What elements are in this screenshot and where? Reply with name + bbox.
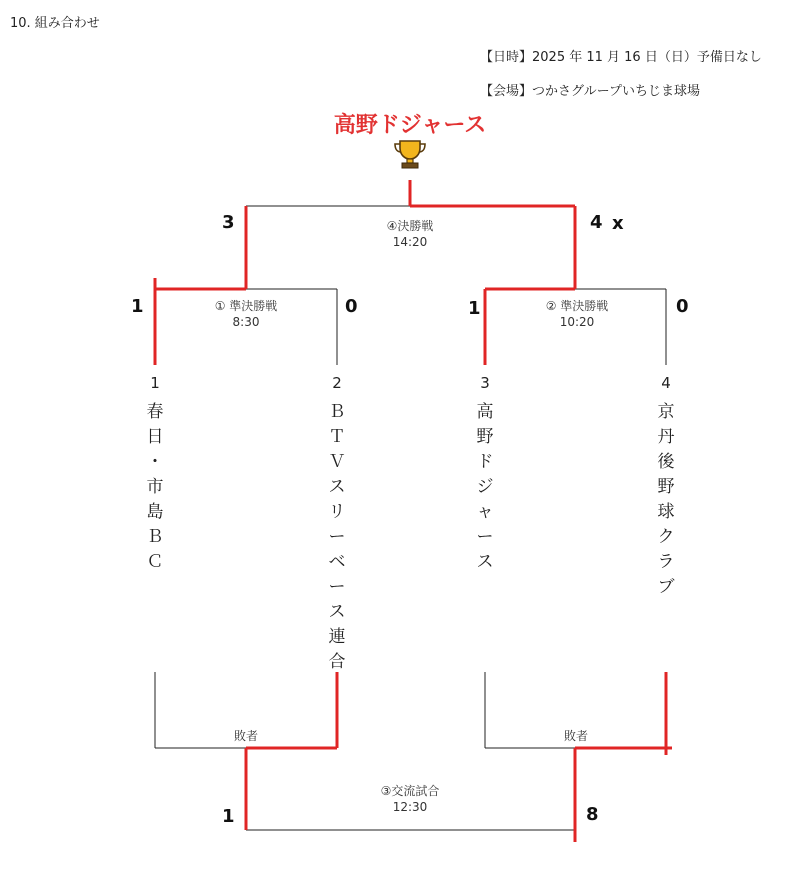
semi1-game-time: 8:30 (232, 315, 260, 329)
team-name-char: 球 (657, 502, 675, 522)
team-name-char: ラ (657, 552, 675, 572)
team-name-char: 野 (657, 477, 675, 497)
loser-label-left: 敗者 (233, 729, 258, 743)
final-left-score: 3 (222, 212, 235, 233)
exchange-game-name: ③交流試合 (380, 784, 440, 798)
final-game-label (350, 218, 470, 250)
team-name-char: ス (476, 552, 494, 572)
team-name-char: 日 (146, 427, 164, 447)
team-name-char: ャ (476, 502, 494, 522)
semi2-game-label (517, 298, 637, 330)
venue-info: 【会場】つかさグループいちじま球場 (480, 84, 700, 99)
team-name-char: ス (328, 477, 346, 497)
team3-seed: 3 (480, 374, 490, 392)
team-name-char: ジ (476, 477, 494, 497)
semi1-left-score: 1 (131, 296, 144, 317)
team1-name (140, 400, 170, 575)
semi1-right-score: 0 (345, 296, 358, 317)
team1-seed: 1 (150, 374, 160, 392)
semi2-left-score: 1 (468, 298, 481, 319)
team-name-char: 春 (146, 402, 164, 422)
team-name-char: ー (476, 527, 494, 547)
exchange-right-score: 8 (586, 804, 599, 825)
semi1-game-label (186, 298, 306, 330)
team-name-char: Ｃ (146, 552, 164, 572)
team-name-char: ー (328, 577, 346, 597)
team2-seed: 2 (332, 374, 342, 392)
semi2-right-score: 0 (676, 296, 689, 317)
final-game-name: ④決勝戦 (386, 219, 434, 233)
team-name-char: ク (657, 527, 675, 547)
team-name-char: 合 (328, 652, 346, 672)
final-game-time: 14:20 (392, 235, 428, 249)
team-name-char: 京 (657, 402, 675, 422)
semi2-game-name: ② 準決勝戦 (545, 299, 609, 313)
team4-name (651, 400, 681, 600)
team3-name (470, 400, 500, 575)
final-right-mark: x (612, 213, 624, 234)
team-name-char: 後 (657, 452, 675, 472)
team-name-char: リ (328, 502, 346, 522)
team-name-char: ー (328, 527, 346, 547)
exchange-game-label (350, 783, 470, 815)
team-name-char: Ｖ (328, 452, 346, 472)
section-title: 10. 組み合わせ (10, 16, 100, 31)
team-name-char: ス (328, 602, 346, 622)
team-name-char: 丹 (657, 427, 675, 447)
datetime-info: 【日時】2025 年 11 月 16 日（日）予備日なし (480, 50, 762, 65)
team-name-char: ブ (657, 577, 675, 597)
team-name-char: Ｂ (146, 527, 164, 547)
team4-seed: 4 (661, 374, 671, 392)
loser-label-right: 敗者 (563, 729, 588, 743)
exchange-left-score: 1 (222, 806, 235, 827)
team-name-char: Ｔ (328, 427, 346, 447)
team2-name (322, 400, 352, 675)
champion-name: 高野ドジャース (333, 113, 487, 138)
team-name-char: Ｂ (328, 402, 346, 422)
semi2-game-time: 10:20 (559, 315, 595, 329)
team-name-char: 高 (476, 402, 494, 422)
team-name-char: 野 (476, 427, 494, 447)
team-name-char: ・ (146, 452, 164, 472)
team-name-char: 島 (146, 502, 164, 522)
exchange-game-time: 12:30 (392, 800, 428, 814)
final-right-score: 4 (590, 212, 603, 233)
semi1-game-name: ① 準決勝戦 (214, 299, 278, 313)
team-name-char: ド (476, 452, 494, 472)
team-name-char: 市 (146, 477, 164, 497)
team-name-char: ベ (328, 552, 346, 572)
team-name-char: 連 (328, 627, 346, 647)
